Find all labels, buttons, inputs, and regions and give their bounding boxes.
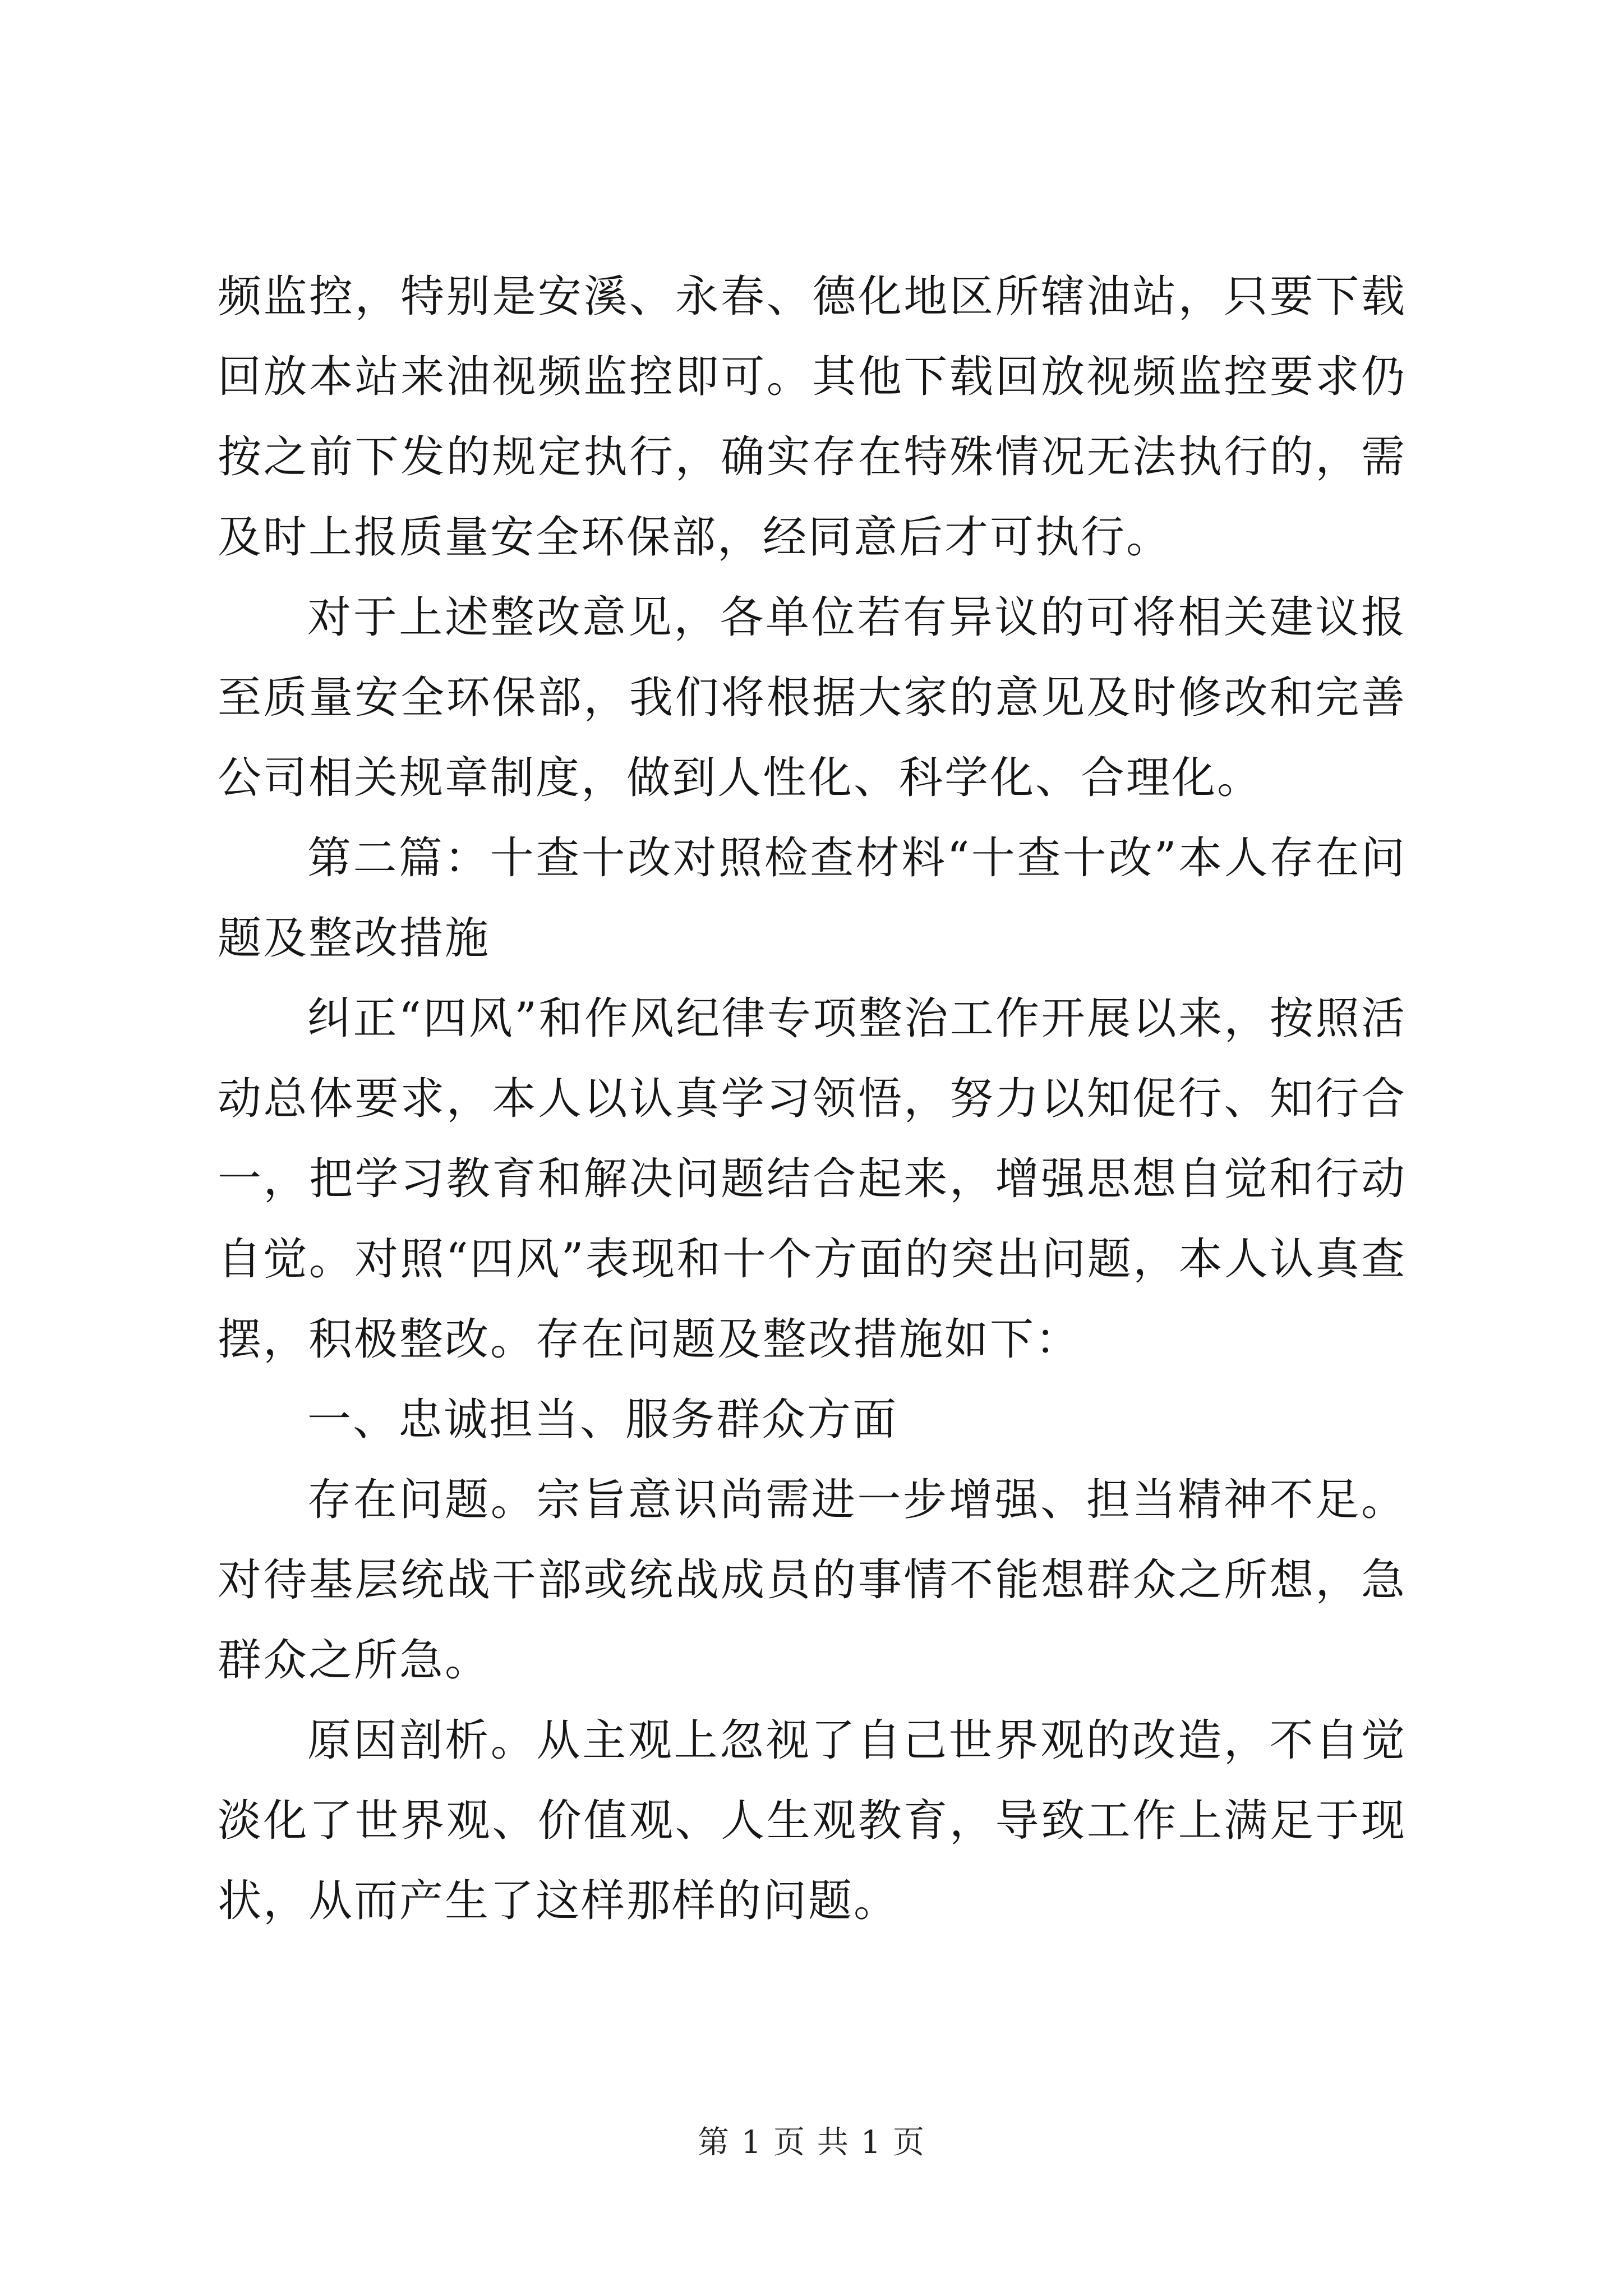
paragraph-intro: 纠正“四风”和作风纪律专项整治工作开展以来，按照活动总体要求，本人以认真学习领悟，努力以知促行、知行合一，把学习教育和解决问题结合起来，增强思想自觉和行动自觉。对照“四风”表现和十个方面的突出问题，本人认真查摆，积极整改。存在问题及整改措施如下： <box>218 993 1407 1365</box>
section-title: 第二篇：十查十改对照检查材料“十查十改”本人存在问题及整改措施 <box>218 833 1407 964</box>
paragraph-analysis: 原因剖析。从主观上忽视了自己世界观的改造，不自觉淡化了世界观、价值观、人生观教育，导致工作上满足于现状，从而产生了这样那样的问题。 <box>218 1715 1407 1926</box>
paragraph-continuation: 频监控，特别是安溪、永春、德化地区所辖油站，只要下载回放本站来油视频监控即可。其他下载回放视频监控要求仍按之前下发的规定执行，确实存在特殊情况无法执行的，需及时上报质量安全环保部，经同意后才可执行。 <box>218 272 1407 563</box>
page-number-footer: 第 1 页 共 1 页 <box>697 2124 926 2161</box>
document-body <box>218 257 1407 1941</box>
paragraph-feedback: 对于上述整改意见，各单位若有异议的可将相关建议报至质量安全环保部，我们将根据大家的意见及时修改和完善公司相关规章制度，做到人性化、科学化、合理化。 <box>218 592 1407 803</box>
subheading-loyalty: 一、忠诚担当、服务群众方面 <box>307 1395 898 1445</box>
paragraph-problems: 存在问题。宗旨意识尚需进一步增强、担当精神不足。对待基层统战干部或统战成员的事情不能想群众之所想，急群众之所急。 <box>218 1475 1407 1686</box>
